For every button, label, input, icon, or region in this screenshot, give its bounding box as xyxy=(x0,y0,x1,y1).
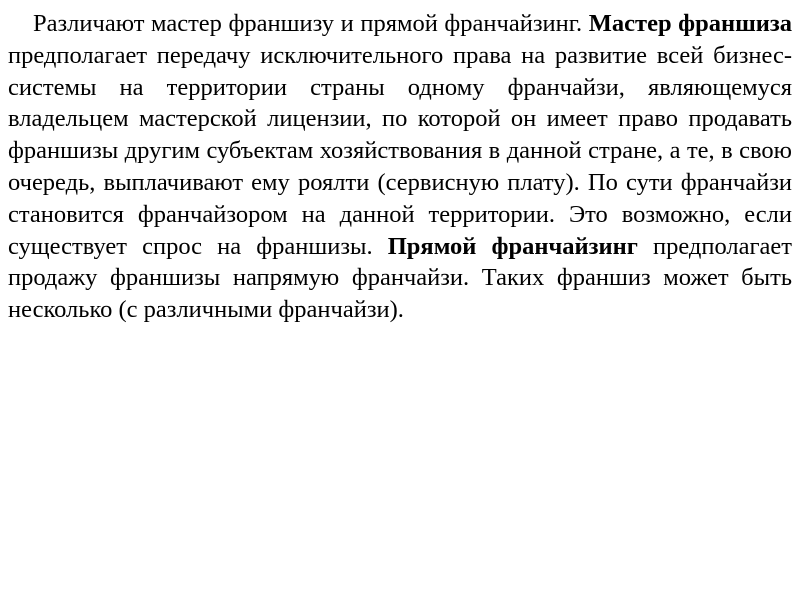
term-direct-franchising: Прямой франчайзинг xyxy=(387,232,638,260)
term-master-franchise: Мастер франшиза xyxy=(588,10,793,37)
body-paragraph xyxy=(8,8,792,326)
paragraph-intro-text: Различают мастер франшизу и прямой франчайзинг. xyxy=(33,10,589,37)
paragraph-direct-franchising-text: предполагает продажу франшизы напрямую франчайзи. Таких франшиз может быть несколько (с различными франчайзи). xyxy=(8,232,793,324)
paragraph-master-franchise-text: предполагает передачу исключительного права на развитие всей бизнес-системы на территории страны одному франчайзи, являющемуся владельцем мастерской лицензии, по которой он имеет право продавать франшизы другим субъектам хозяйствования в данной стране, а те, в свою очередь, выплачивают ему роялти (сервисную плату). По сути франчайзи становится франчайзором на данной территории. Это возможно, если существует спрос на франшизы. xyxy=(8,41,792,260)
